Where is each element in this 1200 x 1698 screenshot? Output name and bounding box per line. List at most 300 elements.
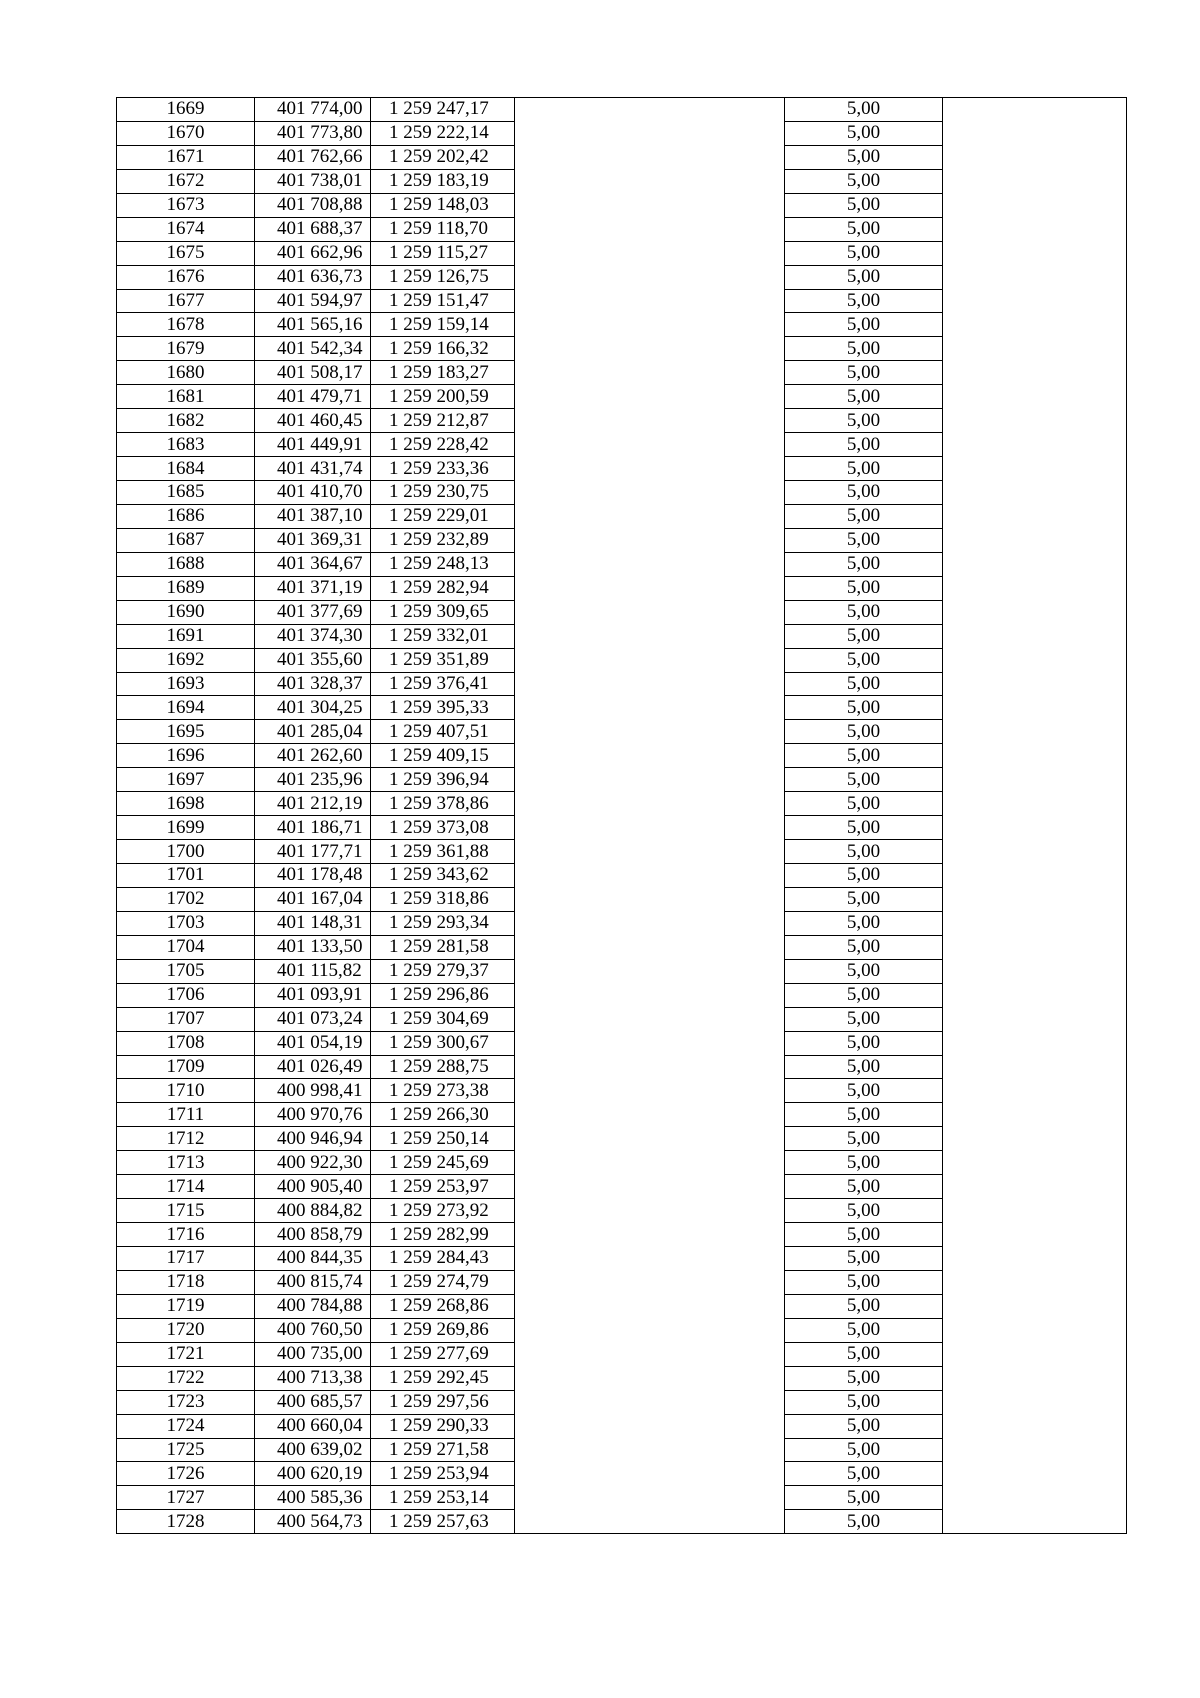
x-coordinate-cell: 401 212,19 (255, 792, 371, 816)
table-row (117, 911, 1127, 935)
table-row (117, 504, 1127, 528)
point-number-cell: 1706 (117, 983, 255, 1007)
empty-cell (515, 121, 785, 145)
value-cell: 5,00 (785, 1270, 943, 1294)
table-row (117, 672, 1127, 696)
value-cell: 5,00 (785, 744, 943, 768)
y-coordinate-cell: 1 259 253,97 (371, 1175, 515, 1199)
empty-cell (515, 265, 785, 289)
value-cell: 5,00 (785, 720, 943, 744)
empty-cell (515, 193, 785, 217)
empty-cell (515, 959, 785, 983)
value-cell: 5,00 (785, 1318, 943, 1342)
table-row (117, 696, 1127, 720)
point-number-cell: 1704 (117, 935, 255, 959)
y-coordinate-cell: 1 259 284,43 (371, 1247, 515, 1271)
empty-cell (515, 1366, 785, 1390)
value-cell: 5,00 (785, 193, 943, 217)
table-row (117, 1318, 1127, 1342)
empty-end-cell (943, 1366, 1127, 1390)
x-coordinate-cell: 401 479,71 (255, 385, 371, 409)
point-number-cell: 1722 (117, 1366, 255, 1390)
value-cell: 5,00 (785, 887, 943, 911)
table-row (117, 792, 1127, 816)
empty-cell (515, 1318, 785, 1342)
value-cell: 5,00 (785, 600, 943, 624)
y-coordinate-cell: 1 259 396,94 (371, 768, 515, 792)
y-coordinate-cell: 1 259 271,58 (371, 1438, 515, 1462)
table-row (117, 720, 1127, 744)
point-number-cell: 1691 (117, 624, 255, 648)
value-cell: 5,00 (785, 911, 943, 935)
table-row (117, 1462, 1127, 1486)
table-row (117, 313, 1127, 337)
empty-end-cell (943, 1414, 1127, 1438)
value-cell: 5,00 (785, 1247, 943, 1271)
value-cell: 5,00 (785, 1342, 943, 1366)
table-row (117, 1438, 1127, 1462)
point-number-cell: 1705 (117, 959, 255, 983)
empty-end-cell (943, 193, 1127, 217)
coordinates-table (116, 97, 1127, 1534)
point-number-cell: 1675 (117, 241, 255, 265)
point-number-cell: 1703 (117, 911, 255, 935)
x-coordinate-cell: 401 377,69 (255, 600, 371, 624)
value-cell: 5,00 (785, 672, 943, 696)
value-cell: 5,00 (785, 121, 943, 145)
table-row (117, 744, 1127, 768)
empty-end-cell (943, 98, 1127, 122)
x-coordinate-cell: 401 262,60 (255, 744, 371, 768)
point-number-cell: 1686 (117, 504, 255, 528)
empty-cell (515, 504, 785, 528)
empty-cell (515, 1175, 785, 1199)
x-coordinate-cell: 401 410,70 (255, 481, 371, 505)
value-cell: 5,00 (785, 648, 943, 672)
empty-end-cell (943, 313, 1127, 337)
empty-cell (515, 385, 785, 409)
empty-end-cell (943, 289, 1127, 313)
y-coordinate-cell: 1 259 266,30 (371, 1103, 515, 1127)
point-number-cell: 1716 (117, 1223, 255, 1247)
value-cell: 5,00 (785, 1462, 943, 1486)
empty-cell (515, 887, 785, 911)
x-coordinate-cell: 401 773,80 (255, 121, 371, 145)
empty-end-cell (943, 1270, 1127, 1294)
y-coordinate-cell: 1 259 118,70 (371, 217, 515, 241)
value-cell: 5,00 (785, 1199, 943, 1223)
point-number-cell: 1718 (117, 1270, 255, 1294)
table-row (117, 1486, 1127, 1510)
x-coordinate-cell: 400 620,19 (255, 1462, 371, 1486)
empty-cell (515, 337, 785, 361)
value-cell: 5,00 (785, 217, 943, 241)
point-number-cell: 1702 (117, 887, 255, 911)
value-cell: 5,00 (785, 98, 943, 122)
empty-end-cell (943, 1462, 1127, 1486)
empty-cell (515, 313, 785, 337)
table-row (117, 983, 1127, 1007)
x-coordinate-cell: 401 460,45 (255, 409, 371, 433)
point-number-cell: 1712 (117, 1127, 255, 1151)
y-coordinate-cell: 1 259 274,79 (371, 1270, 515, 1294)
point-number-cell: 1710 (117, 1079, 255, 1103)
y-coordinate-cell: 1 259 250,14 (371, 1127, 515, 1151)
empty-end-cell (943, 1199, 1127, 1223)
value-cell: 5,00 (785, 1079, 943, 1103)
empty-end-cell (943, 337, 1127, 361)
empty-cell (515, 289, 785, 313)
y-coordinate-cell: 1 259 304,69 (371, 1007, 515, 1031)
value-cell: 5,00 (785, 816, 943, 840)
point-number-cell: 1678 (117, 313, 255, 337)
x-coordinate-cell: 401 371,19 (255, 576, 371, 600)
x-coordinate-cell: 401 431,74 (255, 457, 371, 481)
x-coordinate-cell: 400 970,76 (255, 1103, 371, 1127)
empty-cell (515, 361, 785, 385)
x-coordinate-cell: 401 304,25 (255, 696, 371, 720)
x-coordinate-cell: 401 688,37 (255, 217, 371, 241)
table-row (117, 241, 1127, 265)
empty-cell (515, 1342, 785, 1366)
y-coordinate-cell: 1 259 332,01 (371, 624, 515, 648)
x-coordinate-cell: 401 235,96 (255, 768, 371, 792)
value-cell: 5,00 (785, 1294, 943, 1318)
y-coordinate-cell: 1 259 378,86 (371, 792, 515, 816)
y-coordinate-cell: 1 259 247,17 (371, 98, 515, 122)
table-row (117, 624, 1127, 648)
point-number-cell: 1670 (117, 121, 255, 145)
x-coordinate-cell: 401 115,82 (255, 959, 371, 983)
table-row (117, 1366, 1127, 1390)
table-row (117, 1390, 1127, 1414)
point-number-cell: 1689 (117, 576, 255, 600)
empty-end-cell (943, 1247, 1127, 1271)
x-coordinate-cell: 401 738,01 (255, 169, 371, 193)
value-cell: 5,00 (785, 289, 943, 313)
empty-end-cell (943, 1342, 1127, 1366)
empty-cell (515, 983, 785, 1007)
value-cell: 5,00 (785, 481, 943, 505)
value-cell: 5,00 (785, 792, 943, 816)
empty-end-cell (943, 481, 1127, 505)
y-coordinate-cell: 1 259 212,87 (371, 409, 515, 433)
empty-cell (515, 1247, 785, 1271)
point-number-cell: 1674 (117, 217, 255, 241)
empty-cell (515, 1055, 785, 1079)
x-coordinate-cell: 401 073,24 (255, 1007, 371, 1031)
x-coordinate-cell: 401 148,31 (255, 911, 371, 935)
y-coordinate-cell: 1 259 296,86 (371, 983, 515, 1007)
table-row (117, 959, 1127, 983)
x-coordinate-cell: 401 364,67 (255, 552, 371, 576)
x-coordinate-cell: 401 178,48 (255, 864, 371, 888)
value-cell: 5,00 (785, 265, 943, 289)
value-cell: 5,00 (785, 1438, 943, 1462)
y-coordinate-cell: 1 259 409,15 (371, 744, 515, 768)
y-coordinate-cell: 1 259 281,58 (371, 935, 515, 959)
table-row (117, 600, 1127, 624)
value-cell: 5,00 (785, 1390, 943, 1414)
empty-cell (515, 576, 785, 600)
empty-end-cell (943, 840, 1127, 864)
empty-end-cell (943, 552, 1127, 576)
x-coordinate-cell: 401 186,71 (255, 816, 371, 840)
empty-end-cell (943, 241, 1127, 265)
value-cell: 5,00 (785, 768, 943, 792)
table-row (117, 768, 1127, 792)
value-cell: 5,00 (785, 409, 943, 433)
empty-cell (515, 145, 785, 169)
empty-end-cell (943, 1390, 1127, 1414)
x-coordinate-cell: 401 594,97 (255, 289, 371, 313)
table-row (117, 1270, 1127, 1294)
empty-cell (515, 911, 785, 935)
empty-cell (515, 1199, 785, 1223)
x-coordinate-cell: 400 946,94 (255, 1127, 371, 1151)
point-number-cell: 1699 (117, 816, 255, 840)
empty-cell (515, 98, 785, 122)
empty-end-cell (943, 768, 1127, 792)
value-cell: 5,00 (785, 1366, 943, 1390)
empty-cell (515, 672, 785, 696)
empty-cell (515, 792, 785, 816)
empty-end-cell (943, 576, 1127, 600)
value-cell: 5,00 (785, 1103, 943, 1127)
value-cell: 5,00 (785, 1151, 943, 1175)
empty-cell (515, 840, 785, 864)
value-cell: 5,00 (785, 1031, 943, 1055)
table-row (117, 1103, 1127, 1127)
table-row (117, 481, 1127, 505)
point-number-cell: 1684 (117, 457, 255, 481)
y-coordinate-cell: 1 259 200,59 (371, 385, 515, 409)
y-coordinate-cell: 1 259 222,14 (371, 121, 515, 145)
y-coordinate-cell: 1 259 282,99 (371, 1223, 515, 1247)
value-cell: 5,00 (785, 624, 943, 648)
table-row (117, 1175, 1127, 1199)
x-coordinate-cell: 401 369,31 (255, 528, 371, 552)
table-row (117, 576, 1127, 600)
value-cell: 5,00 (785, 1055, 943, 1079)
empty-cell (515, 600, 785, 624)
empty-cell (515, 1127, 785, 1151)
empty-end-cell (943, 1151, 1127, 1175)
table-row (117, 1151, 1127, 1175)
table-row (117, 1294, 1127, 1318)
empty-end-cell (943, 504, 1127, 528)
x-coordinate-cell: 401 662,96 (255, 241, 371, 265)
value-cell: 5,00 (785, 864, 943, 888)
empty-end-cell (943, 959, 1127, 983)
y-coordinate-cell: 1 259 257,63 (371, 1510, 515, 1534)
empty-cell (515, 1223, 785, 1247)
table-row (117, 1342, 1127, 1366)
value-cell: 5,00 (785, 457, 943, 481)
empty-cell (515, 768, 785, 792)
point-number-cell: 1724 (117, 1414, 255, 1438)
point-number-cell: 1677 (117, 289, 255, 313)
table-row (117, 289, 1127, 313)
table-row (117, 816, 1127, 840)
value-cell: 5,00 (785, 983, 943, 1007)
empty-cell (515, 1510, 785, 1534)
table-row (117, 1055, 1127, 1079)
point-number-cell: 1676 (117, 265, 255, 289)
x-coordinate-cell: 401 374,30 (255, 624, 371, 648)
table-row (117, 528, 1127, 552)
y-coordinate-cell: 1 259 273,92 (371, 1199, 515, 1223)
value-cell: 5,00 (785, 145, 943, 169)
y-coordinate-cell: 1 259 228,42 (371, 433, 515, 457)
empty-cell (515, 935, 785, 959)
table-row (117, 145, 1127, 169)
point-number-cell: 1669 (117, 98, 255, 122)
empty-end-cell (943, 1223, 1127, 1247)
point-number-cell: 1695 (117, 720, 255, 744)
point-number-cell: 1685 (117, 481, 255, 505)
y-coordinate-cell: 1 259 376,41 (371, 672, 515, 696)
table-row (117, 337, 1127, 361)
point-number-cell: 1728 (117, 1510, 255, 1534)
y-coordinate-cell: 1 259 407,51 (371, 720, 515, 744)
y-coordinate-cell: 1 259 268,86 (371, 1294, 515, 1318)
x-coordinate-cell: 401 177,71 (255, 840, 371, 864)
value-cell: 5,00 (785, 576, 943, 600)
empty-cell (515, 481, 785, 505)
y-coordinate-cell: 1 259 230,75 (371, 481, 515, 505)
empty-end-cell (943, 145, 1127, 169)
table-row (117, 1031, 1127, 1055)
point-number-cell: 1719 (117, 1294, 255, 1318)
x-coordinate-cell: 400 564,73 (255, 1510, 371, 1534)
empty-end-cell (943, 792, 1127, 816)
value-cell: 5,00 (785, 1175, 943, 1199)
x-coordinate-cell: 400 905,40 (255, 1175, 371, 1199)
empty-end-cell (943, 744, 1127, 768)
empty-cell (515, 744, 785, 768)
x-coordinate-cell: 401 167,04 (255, 887, 371, 911)
x-coordinate-cell: 400 760,50 (255, 1318, 371, 1342)
empty-end-cell (943, 1079, 1127, 1103)
point-number-cell: 1727 (117, 1486, 255, 1510)
empty-end-cell (943, 1103, 1127, 1127)
point-number-cell: 1726 (117, 1462, 255, 1486)
empty-end-cell (943, 935, 1127, 959)
empty-end-cell (943, 816, 1127, 840)
x-coordinate-cell: 401 708,88 (255, 193, 371, 217)
value-cell: 5,00 (785, 552, 943, 576)
point-number-cell: 1700 (117, 840, 255, 864)
table-row (117, 1223, 1127, 1247)
empty-cell (515, 1270, 785, 1294)
value-cell: 5,00 (785, 241, 943, 265)
empty-cell (515, 720, 785, 744)
point-number-cell: 1720 (117, 1318, 255, 1342)
empty-cell (515, 169, 785, 193)
y-coordinate-cell: 1 259 232,89 (371, 528, 515, 552)
point-number-cell: 1683 (117, 433, 255, 457)
y-coordinate-cell: 1 259 229,01 (371, 504, 515, 528)
value-cell: 5,00 (785, 959, 943, 983)
empty-cell (515, 864, 785, 888)
table-row (117, 935, 1127, 959)
table-row (117, 265, 1127, 289)
value-cell: 5,00 (785, 1486, 943, 1510)
empty-end-cell (943, 361, 1127, 385)
value-cell: 5,00 (785, 1007, 943, 1031)
value-cell: 5,00 (785, 1414, 943, 1438)
table-row (117, 1199, 1127, 1223)
empty-end-cell (943, 696, 1127, 720)
point-number-cell: 1697 (117, 768, 255, 792)
x-coordinate-cell: 400 998,41 (255, 1079, 371, 1103)
empty-end-cell (943, 528, 1127, 552)
empty-end-cell (943, 911, 1127, 935)
y-coordinate-cell: 1 259 202,42 (371, 145, 515, 169)
x-coordinate-cell: 401 508,17 (255, 361, 371, 385)
point-number-cell: 1714 (117, 1175, 255, 1199)
empty-cell (515, 1007, 785, 1031)
table-row (117, 433, 1127, 457)
y-coordinate-cell: 1 259 148,03 (371, 193, 515, 217)
table-row (117, 169, 1127, 193)
x-coordinate-cell: 400 713,38 (255, 1366, 371, 1390)
point-number-cell: 1715 (117, 1199, 255, 1223)
empty-cell (515, 696, 785, 720)
x-coordinate-cell: 400 685,57 (255, 1390, 371, 1414)
x-coordinate-cell: 401 054,19 (255, 1031, 371, 1055)
empty-end-cell (943, 385, 1127, 409)
point-number-cell: 1696 (117, 744, 255, 768)
y-coordinate-cell: 1 259 253,14 (371, 1486, 515, 1510)
y-coordinate-cell: 1 259 279,37 (371, 959, 515, 983)
point-number-cell: 1713 (117, 1151, 255, 1175)
x-coordinate-cell: 401 762,66 (255, 145, 371, 169)
point-number-cell: 1698 (117, 792, 255, 816)
empty-cell (515, 1294, 785, 1318)
x-coordinate-cell: 400 922,30 (255, 1151, 371, 1175)
table-row (117, 385, 1127, 409)
point-number-cell: 1721 (117, 1342, 255, 1366)
table-row (117, 98, 1127, 122)
y-coordinate-cell: 1 259 166,32 (371, 337, 515, 361)
point-number-cell: 1688 (117, 552, 255, 576)
empty-end-cell (943, 624, 1127, 648)
table-body (117, 98, 1127, 1534)
y-coordinate-cell: 1 259 126,75 (371, 265, 515, 289)
empty-end-cell (943, 1031, 1127, 1055)
y-coordinate-cell: 1 259 269,86 (371, 1318, 515, 1342)
x-coordinate-cell: 400 784,88 (255, 1294, 371, 1318)
empty-cell (515, 528, 785, 552)
y-coordinate-cell: 1 259 277,69 (371, 1342, 515, 1366)
empty-cell (515, 1390, 785, 1414)
y-coordinate-cell: 1 259 233,36 (371, 457, 515, 481)
x-coordinate-cell: 401 387,10 (255, 504, 371, 528)
table-row (117, 1079, 1127, 1103)
x-coordinate-cell: 401 636,73 (255, 265, 371, 289)
x-coordinate-cell: 400 815,74 (255, 1270, 371, 1294)
x-coordinate-cell: 400 884,82 (255, 1199, 371, 1223)
value-cell: 5,00 (785, 385, 943, 409)
empty-cell (515, 241, 785, 265)
y-coordinate-cell: 1 259 248,13 (371, 552, 515, 576)
x-coordinate-cell: 401 355,60 (255, 648, 371, 672)
y-coordinate-cell: 1 259 253,94 (371, 1462, 515, 1486)
empty-end-cell (943, 1318, 1127, 1342)
empty-end-cell (943, 983, 1127, 1007)
